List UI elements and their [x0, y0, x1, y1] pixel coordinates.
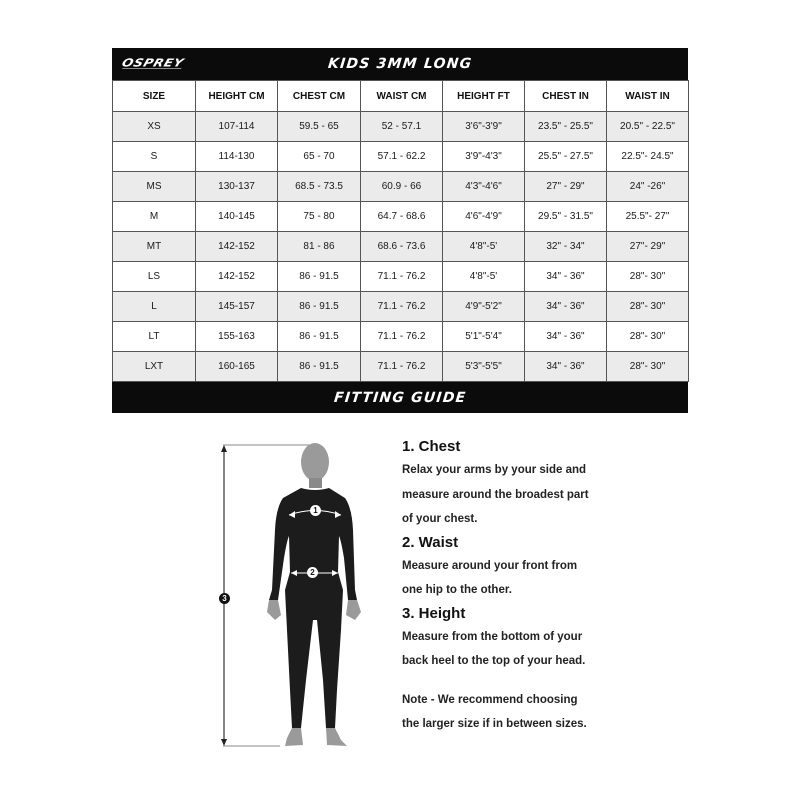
table-row [113, 142, 689, 172]
body-silhouette-icon [205, 440, 375, 755]
cell: 34" - 36" [525, 352, 607, 382]
cell: LT [113, 322, 196, 352]
size-table [112, 80, 689, 382]
guide-heading-chest: 1. Chest [402, 438, 461, 455]
cell: M [113, 202, 196, 232]
table-header-row [113, 81, 689, 112]
table-row [113, 322, 689, 352]
column-header-chest-cm: CHEST CM [278, 81, 361, 112]
cell: 142-152 [196, 262, 278, 292]
cell: 71.1 - 76.2 [361, 262, 443, 292]
cell: 4'9"-5'2" [443, 292, 525, 322]
cell: 3'6"-3'9" [443, 112, 525, 142]
chart-header-band [112, 48, 688, 80]
cell: 52 - 57.1 [361, 112, 443, 142]
cell: 107-114 [196, 112, 278, 142]
cell: 86 - 91.5 [278, 262, 361, 292]
cell: 86 - 91.5 [278, 292, 361, 322]
cell: 60.9 - 66 [361, 172, 443, 202]
table-row [113, 292, 689, 322]
cell: 28"- 30" [607, 292, 689, 322]
cell: 5'1"-5'4" [443, 322, 525, 352]
cell: 64.7 - 68.6 [361, 202, 443, 232]
cell: 28"- 30" [607, 322, 689, 352]
cell: 86 - 91.5 [278, 322, 361, 352]
guide-note-line: the larger size if in between sizes. [402, 718, 587, 730]
cell: 75 - 80 [278, 202, 361, 232]
cell: 71.1 - 76.2 [361, 322, 443, 352]
cell: 28"- 30" [607, 262, 689, 292]
guide-heading-height: 3. Height [402, 604, 466, 622]
cell: 68.6 - 73.6 [361, 232, 443, 262]
guide-line: one hip to the other. [402, 584, 512, 596]
guide-line: Measure from the bottom of your [402, 630, 583, 643]
cell: 81 - 86 [278, 232, 361, 262]
guide-heading-waist: 2. Waist [402, 533, 459, 551]
guide-line: measure around the broadest part [402, 488, 589, 501]
cell: 3'9"-4'3" [443, 142, 525, 172]
table-row [113, 262, 689, 292]
column-header-chest-in: CHEST IN [525, 81, 607, 112]
cell: 27"- 29" [607, 232, 689, 262]
cell: LS [113, 262, 196, 292]
marker-height: 3 [219, 593, 230, 604]
size-chart [112, 48, 688, 413]
column-header-waist-in: WAIST IN [607, 81, 689, 112]
fitting-guide-band [112, 382, 688, 413]
cell: 140-145 [196, 202, 278, 232]
table-row [113, 232, 689, 262]
marker-waist: 2 [307, 567, 318, 578]
column-header-size: SIZE [113, 81, 196, 112]
cell: 130-137 [196, 172, 278, 202]
cell: 160-165 [196, 352, 278, 382]
cell: 4'8"-5' [443, 262, 525, 292]
marker-chest: 1 [310, 505, 321, 516]
cell: MS [113, 172, 196, 202]
fitting-guide-text [402, 436, 632, 737]
cell: 34" - 36" [525, 292, 607, 322]
fitting-guide-title: FITTING GUIDE [332, 389, 468, 406]
cell: 142-152 [196, 232, 278, 262]
guide-note [402, 688, 632, 737]
cell: 34" - 36" [525, 322, 607, 352]
cell: 28"- 30" [607, 352, 689, 382]
cell: L [113, 292, 196, 322]
cell: 24" -26" [607, 172, 689, 202]
guide-section-waist [402, 532, 632, 603]
guide-note-line: Note - We recommend choosing [402, 693, 578, 706]
cell: 29.5" - 31.5" [525, 202, 607, 232]
cell: 145-157 [196, 292, 278, 322]
cell: S [113, 142, 196, 172]
cell: 25.5" - 27.5" [525, 142, 607, 172]
cell: MT [113, 232, 196, 262]
osprey-logo: OSPREY [119, 57, 186, 70]
guide-line: Measure around your front from [402, 559, 578, 572]
wetsuit-figure [205, 440, 375, 755]
cell: 22.5"- 24.5" [607, 142, 689, 172]
cell: XS [113, 112, 196, 142]
table-row [113, 172, 689, 202]
guide-line: of your chest. [402, 513, 478, 525]
cell: 57.1 - 62.2 [361, 142, 443, 172]
cell: 155-163 [196, 322, 278, 352]
cell: 4'8"-5' [443, 232, 525, 262]
cell: 27" - 29" [525, 172, 607, 202]
cell: 4'3"-4'6" [443, 172, 525, 202]
guide-section-chest [402, 436, 632, 532]
chart-title: KIDS 3MM LONG [327, 56, 473, 72]
table-row [113, 112, 689, 142]
cell: 20.5" - 22.5" [607, 112, 689, 142]
cell: 59.5 - 65 [278, 112, 361, 142]
cell: 71.1 - 76.2 [361, 352, 443, 382]
cell: 86 - 91.5 [278, 352, 361, 382]
cell: 68.5 - 73.5 [278, 172, 361, 202]
cell: 25.5"- 27" [607, 202, 689, 232]
cell: 65 - 70 [278, 142, 361, 172]
guide-line: back heel to the top of your head. [402, 655, 586, 667]
cell: 114-130 [196, 142, 278, 172]
guide-section-height [402, 603, 632, 674]
table-row [113, 202, 689, 232]
cell: 71.1 - 76.2 [361, 292, 443, 322]
cell: 34" - 36" [525, 262, 607, 292]
column-header-waist-cm: WAIST CM [361, 81, 443, 112]
cell: 23.5" - 25.5" [525, 112, 607, 142]
column-header-height-cm: HEIGHT CM [196, 81, 278, 112]
cell: 5'3"-5'5" [443, 352, 525, 382]
cell: LXT [113, 352, 196, 382]
guide-line: Relax your arms by your side and [402, 464, 587, 476]
column-header-height-ft: HEIGHT FT [443, 81, 525, 112]
table-row [113, 352, 689, 382]
cell: 32" - 34" [525, 232, 607, 262]
cell: 4'6"-4'9" [443, 202, 525, 232]
